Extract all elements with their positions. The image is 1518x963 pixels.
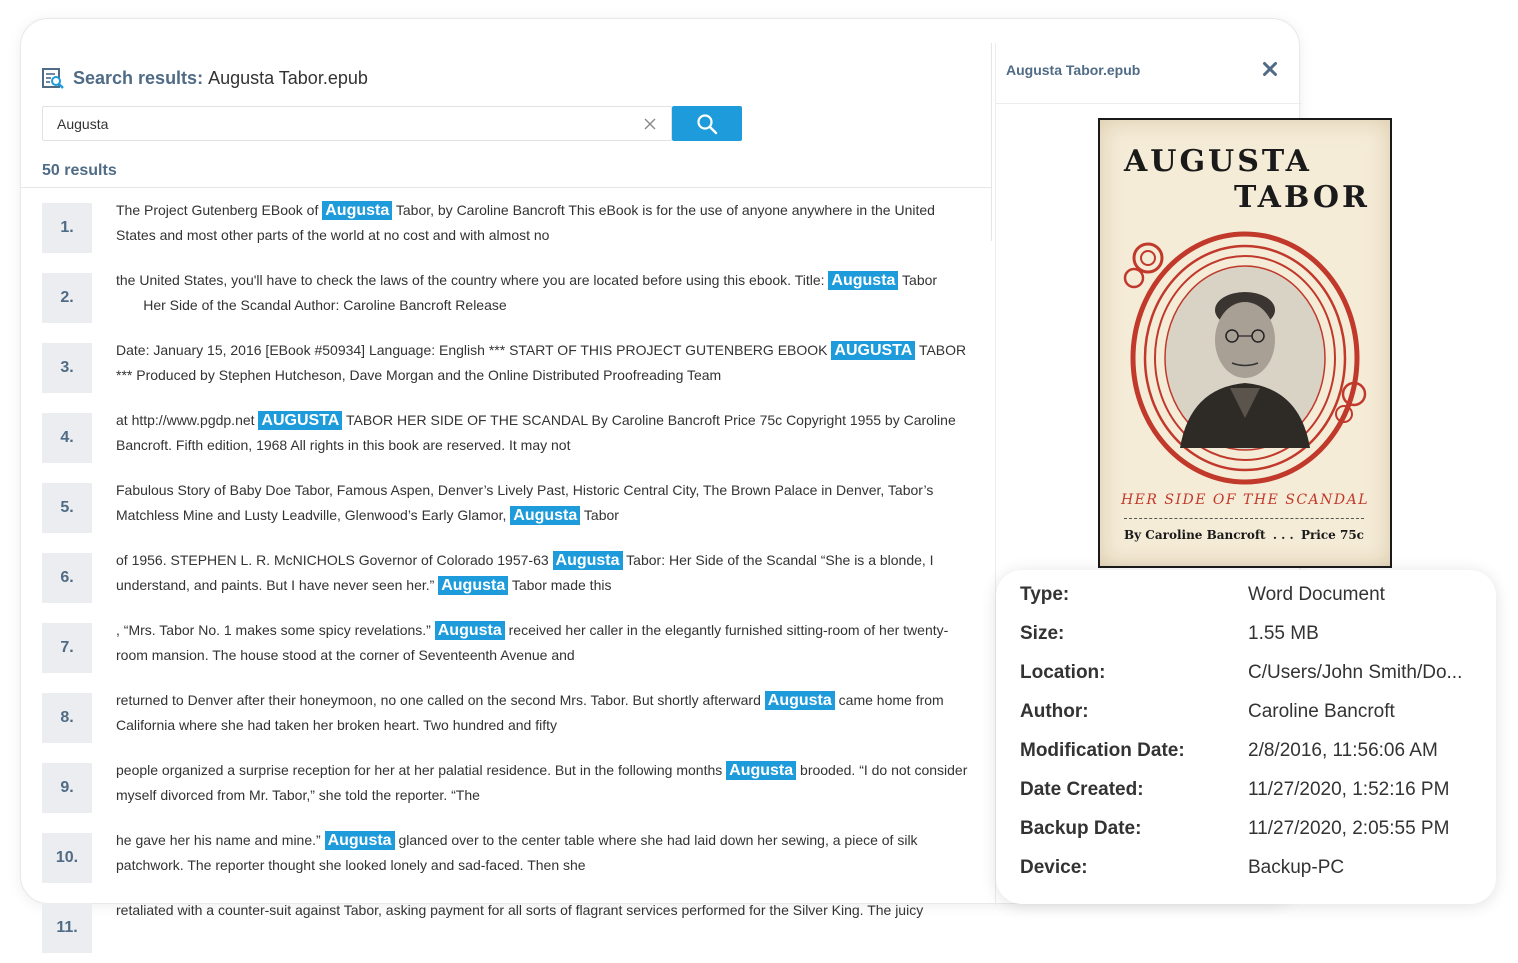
result-number: 10. — [42, 833, 92, 883]
info-row-date-created — [1020, 775, 1480, 805]
info-row-size — [1020, 619, 1480, 649]
preview-title: Augusta Tabor.epub — [1006, 62, 1141, 78]
search-panel — [21, 19, 991, 936]
result-row[interactable] — [42, 273, 972, 333]
search-highlight: AUGUSTA — [258, 411, 342, 430]
result-snippet: Date: January 15, 2016 [EBook #50934] Language: English *** START OF THIS PROJECT GUTENBERG EBOOK AUGUSTA TABOR *** Produced by Stephen Hutcheson, Dave Morgan and the Online Distributed Proofreading Team — [116, 342, 967, 383]
result-row[interactable] — [42, 483, 972, 543]
divider — [996, 103, 1302, 104]
search-highlight: AUGUSTA — [831, 341, 915, 360]
info-row-modification-date — [1020, 736, 1480, 766]
result-row[interactable] — [42, 833, 972, 893]
cover-price: Price 75c — [1300, 528, 1364, 542]
info-value: Backup-PC — [1248, 857, 1345, 878]
result-number: 3. — [42, 343, 92, 393]
book-cover — [1098, 118, 1392, 568]
search-highlight: Augusta — [435, 621, 505, 640]
search-document-icon — [41, 66, 65, 90]
cover-title-line1: AUGUSTA — [1124, 144, 1312, 179]
result-snippet: , “Mrs. Tabor No. 1 makes some spicy revelations.” Augusta received her caller in the elegantly furnished sitting-room of her twenty-room mansion. The house stood at the corner of Seventeenth Avenue and — [116, 622, 949, 663]
search-highlight: Augusta — [438, 576, 508, 595]
info-label: Location: — [1020, 662, 1106, 683]
result-row[interactable] — [42, 903, 972, 963]
cover-byline — [1124, 528, 1364, 542]
result-snippet: returned to Denver after their honeymoon, no one called on the second Mrs. Tabor. But shortly afterward Augusta came home from California where she had taken her broken heart. Two hundred and fifty — [116, 692, 944, 733]
info-row-location — [1020, 658, 1480, 688]
info-value: 1.55 MB — [1248, 623, 1319, 644]
close-icon[interactable] — [1262, 61, 1278, 77]
file-info-card — [996, 570, 1496, 904]
result-number: 5. — [42, 483, 92, 533]
book-cover-image — [1098, 118, 1392, 568]
panel-divider — [991, 43, 992, 241]
result-row[interactable] — [42, 553, 972, 613]
result-number: 11. — [42, 903, 92, 953]
result-number: 8. — [42, 693, 92, 743]
info-value: C/Users/John Smith/Do... — [1248, 662, 1463, 683]
info-value: 11/27/2020, 2:05:55 PM — [1248, 818, 1450, 839]
result-number: 2. — [42, 273, 92, 323]
result-row[interactable] — [42, 413, 972, 473]
result-snippet: he gave her his name and mine.” Augusta glanced over to the center table where she had laid down her sewing, a piece of silk patchwork. The reporter thought she looked lonely and sad-faced. Then she — [116, 832, 918, 873]
result-number: 6. — [42, 553, 92, 603]
info-row-type — [1020, 580, 1480, 610]
info-row-author — [1020, 697, 1480, 727]
cover-author: By Caroline Bancroft — [1124, 528, 1266, 542]
result-number: 4. — [42, 413, 92, 463]
result-row[interactable] — [42, 203, 972, 263]
result-snippet: The Project Gutenberg EBook of Augusta Tabor, by Caroline Bancroft This eBook is for the use of anyone anywhere in the United States and most other parts of the world at no cost and with almost no — [116, 202, 935, 243]
info-label: Modification Date: — [1020, 740, 1185, 761]
search-highlight: Augusta — [325, 831, 395, 850]
clear-icon[interactable] — [643, 117, 657, 131]
results-count: 50 results — [42, 162, 117, 179]
cover-dots: . . . — [1272, 528, 1294, 542]
result-number: 7. — [42, 623, 92, 673]
search-bar — [42, 106, 742, 141]
result-row[interactable] — [42, 343, 972, 403]
info-value: Word Document — [1248, 584, 1385, 605]
search-highlight: Augusta — [828, 271, 898, 290]
search-highlight: Augusta — [322, 201, 392, 220]
info-value: 11/27/2020, 1:52:16 PM — [1248, 779, 1450, 800]
info-label: Backup Date: — [1020, 818, 1142, 839]
info-value: Caroline Bancroft — [1248, 701, 1395, 722]
result-number: 1. — [42, 203, 92, 253]
result-row[interactable] — [42, 693, 972, 753]
result-snippet: people organized a surprise reception for her at her palatial residence. But in the following months Augusta brooded. “I do not consider myself divorced from Mr. Tabor,” she told the reporter. “The — [116, 762, 968, 803]
title-label: Search results: — [73, 67, 204, 88]
page-title — [41, 65, 368, 91]
result-snippet: at http://www.pgdp.net AUGUSTA TABOR HER SIDE OF THE SCANDAL By Caroline Bancroft Price 75c Copyright 1955 by Caroline Bancroft. Fifth edition, 1968 All rights in this book are reserved. It may not — [116, 412, 956, 453]
info-label: Author: — [1020, 701, 1089, 722]
result-snippet: of 1956. STEPHEN L. R. McNICHOLS Governor of Colorado 1957-63 Augusta Tabor: Her Side of the Scandal “She is a blonde, I understand, and paints. But I have never seen her.” Augusta Tabor made this — [116, 552, 934, 594]
search-input[interactable] — [57, 116, 643, 132]
result-row[interactable] — [42, 763, 972, 823]
title-filename: Augusta Tabor.epub — [208, 67, 368, 88]
info-label: Type: — [1020, 584, 1070, 605]
search-highlight: Augusta — [553, 551, 623, 570]
cover-title-line2: TABOR — [1234, 180, 1370, 215]
divider — [21, 187, 991, 188]
info-row-backup-date — [1020, 814, 1480, 844]
result-snippet: retaliated with a counter-suit against Tabor, asking payment for all sorts of flagrant services performed for the Silver King. The juicy — [116, 902, 924, 918]
info-label: Device: — [1020, 857, 1088, 878]
search-button[interactable] — [672, 106, 742, 141]
result-row[interactable] — [42, 623, 972, 683]
info-value: 2/8/2016, 11:56:06 AM — [1248, 740, 1438, 761]
result-snippet: Fabulous Story of Baby Doe Tabor, Famous Aspen, Denver’s Lively Past, Historic Central City, The Brown Palace in Denver, Tabor’s Matchless Mine and Lusty Leadville, Glenwood’s Early Glamor, Augusta Tabor — [116, 482, 934, 524]
search-highlight: Augusta — [726, 761, 796, 780]
result-snippet: the United States, you'll have to check the laws of the country where you are located before using this ebook. Title: Augusta Tabor Her Side of the Scandal Author: Caroline Bancroft Release — [116, 272, 938, 313]
search-highlight: Augusta — [510, 506, 580, 525]
cover-rule — [1124, 518, 1364, 519]
info-row-device — [1020, 853, 1480, 883]
portrait-illustration — [1120, 218, 1370, 488]
info-label: Date Created: — [1020, 779, 1144, 800]
cover-subtitle: HER SIDE OF THE SCANDAL — [1120, 492, 1370, 508]
search-box — [42, 106, 672, 141]
result-number: 9. — [42, 763, 92, 813]
search-highlight: Augusta — [765, 691, 835, 710]
search-icon — [696, 113, 718, 135]
info-label: Size: — [1020, 623, 1065, 644]
